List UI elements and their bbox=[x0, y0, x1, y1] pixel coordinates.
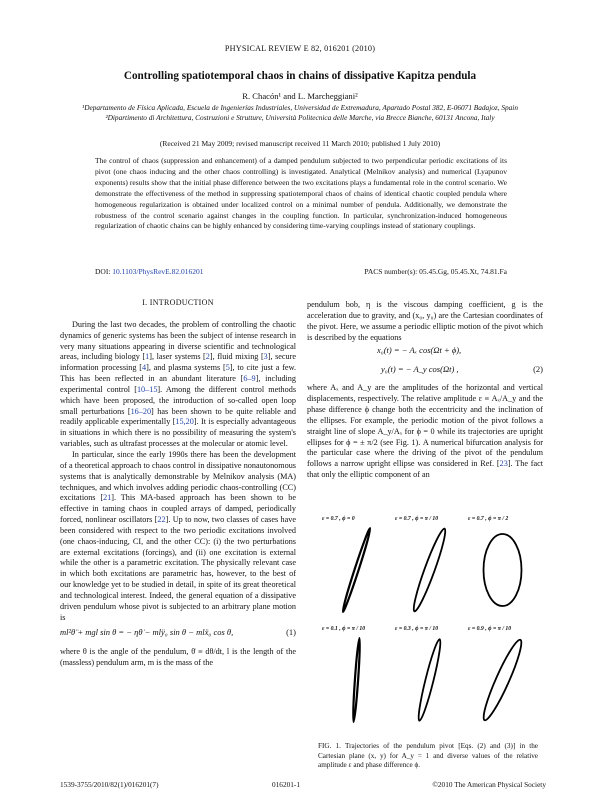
figure-caption: FIG. 1. Trajectories of the pendulum pivot [Eqs. (2) and (3)] in the Cartesian plane (x, y) for A_y = 1 and diverse values of the relative amplitude ε and phase difference ϕ. bbox=[318, 742, 538, 770]
affiliations bbox=[40, 103, 560, 123]
equation-body: ml²θ̈ + mgl sin θ = − ηθ̇ − mlÿ₀ sin θ − mlẍ₀ cos θ, bbox=[60, 627, 234, 638]
equation-body: x₀(t) = − Aₓ cos(Ωt + ϕ), bbox=[377, 345, 462, 356]
paragraph: where Aₓ and A_y are the amplitudes of the horizontal and vertical displacements, respectively. The relative amplitude ε ≡ Aₓ/A_y and the phase difference ϕ change both the eccentricity and the inclination of the ellipses. For example, the periodic motion of the pivot follows a straight line of slope A_y/Aₓ for ϕ = 0 while its trajectories are upright ellipses for ϕ = ± π/2 (see Fig. 1). A numerical bifurcation analysis for the particular case where the driving of the pivot of the pendulum follows a narrow upright ellipse was considered in Ref. [23]. The fact that only the elliptic component of an bbox=[307, 383, 544, 480]
citation-link[interactable]: 3 bbox=[263, 352, 268, 362]
equation-number: (1) bbox=[286, 627, 296, 638]
footer-issn: 1539-3755/2010/82(1)/016201(7) bbox=[60, 780, 159, 789]
right-column bbox=[307, 300, 543, 481]
figure-1-plots bbox=[318, 512, 538, 732]
doi-label: DOI: bbox=[95, 267, 111, 276]
citation-link[interactable]: 10–15 bbox=[136, 384, 158, 394]
paper-authors: R. Chacón¹ and L. Marcheggiani² bbox=[242, 91, 358, 101]
pivot-trajectory-ellipse bbox=[352, 638, 361, 722]
affiliation-1: ¹Departamento de Física Aplicada, Escuela de Ingenierías Industriales, Universidad de Extremadura, Apartado Postal 382, E-06071 Badajoz, Spain bbox=[82, 103, 518, 112]
citation-link[interactable]: 1 bbox=[145, 352, 150, 362]
left-column bbox=[60, 298, 296, 669]
doi-pacs-line bbox=[95, 267, 507, 276]
figure-panel-label: ε = 0.7 , ϕ = π / 10 bbox=[395, 516, 439, 522]
paragraph: pendulum bob, η is the viscous damping coefficient, g is the acceleration due to gravity, and (x₀, y₀) are the Cartesian coordinates of the pivot. Here, we assume a periodic elliptic motion of the pivot which is described by the equations bbox=[307, 300, 543, 342]
paper-title: Controlling spatiotemporal chaos in chains of dissipative Kapitza pendula bbox=[123, 70, 477, 82]
abstract: The control of chaos (suppression and enhancement) of a damped pendulum subjected to two perpendicular periodic excitations of its pivot (one chaos inducing and the other chaos controlling) is investigated. Analytical (Melnikov analysis) and numerical (Lyapunov exponents) results show that the initial phase difference between the two excitations plays a fundamental role in the control scenario. We demonstrate the effectiveness of the method in suppressing spatiotemporal chaos of chains of identical chaotic coupled pendula where homogeneous regularization is obtained under localized control on a minimal number of pendula. Additionally, we demonstrate the robustness of the control scenario against changes in the coupling function. In particular, synchronization-induced homogeneous regularization of chaotic chains can be highly enhanced by considering time-varying couplings instead of stationary couplings. bbox=[95, 156, 507, 231]
doi-link[interactable]: 10.1103/PhysRevE.82.016201 bbox=[112, 267, 204, 276]
citation-link[interactable]: 15,20 bbox=[175, 417, 194, 427]
pivot-trajectory-ellipse bbox=[479, 637, 527, 723]
equation-body: y₀(t) = − A_y cos(Ωt) , bbox=[381, 364, 459, 375]
journal-header: PHYSICAL REVIEW E 82, 016201 (2010) bbox=[224, 44, 376, 53]
section-heading: I. INTRODUCTION bbox=[142, 298, 214, 307]
equation bbox=[307, 364, 543, 380]
received-dates: (Received 21 May 2009; revised manuscript received 11 March 2010; published 1 July 2010) bbox=[159, 139, 441, 148]
footer-page-number: 016201-1 bbox=[272, 780, 300, 789]
figure-panel-label: ε = 0.7 , ϕ = 0 bbox=[322, 516, 355, 522]
affiliation-2: ²Dipartimento di Architettura, Costruzioni e Strutture, Università Politecnica delle Marche, via Brecce Bianche, 60131 Ancona, Italy bbox=[105, 113, 495, 122]
footer-copyright: ©2010 The American Physical Society bbox=[432, 780, 546, 789]
equation bbox=[307, 345, 543, 361]
citation-link[interactable]: 6–9 bbox=[243, 374, 256, 384]
paragraph: In particular, since the early 1990s there has been the development of a theoretical approach to chaos control in dissipative nonautonomous systems that is analytically demonstrable by Melnikov analysis (MA) techniques, and which involves adding periodic chaos-controlling (CC) excitations [21]. This MA-based approach has been shown to be effective in taming chaos in coupled arrays of damped, periodically forced, nonlinear oscillators [22]. Up to now, two classes of cases have been considered with respect to the two periodic excitations involved (one chaos-inducing, CI, and the other CC): (i) the two perturbations are external excitations (forcings), and (ii) one excitation is external while the other is a parametric excitation. The physically relevant case in which both excitations are parametric has, however, to the best of our knowledge yet to be studied in detail, in spite of its great theoretical and technological interest. Indeed, the general equation of a dissipative driven pendulum whose pivot is subjected to an arbitrary plane motion is bbox=[60, 449, 296, 622]
equation-number: (2) bbox=[533, 364, 543, 375]
pivot-trajectory-ellipse bbox=[415, 638, 443, 721]
citation-link[interactable]: 23 bbox=[499, 459, 508, 469]
pivot-trajectory-ellipse bbox=[484, 534, 522, 606]
equation bbox=[60, 627, 296, 643]
figure-panel-label: ε = 0.1 , ϕ = π / 10 bbox=[322, 626, 366, 632]
figure-panel-label: ε = 0.7 , ϕ = π / 2 bbox=[468, 516, 509, 522]
citation-link[interactable]: 5 bbox=[225, 363, 230, 373]
citation-link[interactable]: 22 bbox=[157, 515, 166, 525]
figure-panel-label: ε = 0.3 , ϕ = π / 10 bbox=[395, 626, 439, 632]
pacs-numbers: PACS number(s): 05.45.Gg, 05.45.Xt, 74.81.Fa bbox=[364, 267, 507, 276]
left-column-body bbox=[60, 320, 296, 669]
citation-link[interactable]: 2 bbox=[205, 352, 210, 362]
pivot-trajectory-ellipse bbox=[341, 528, 372, 613]
pivot-trajectory-ellipse bbox=[410, 527, 449, 613]
citation-link[interactable]: 16–20 bbox=[130, 406, 152, 416]
figure-panel-label: ε = 0.9 , ϕ = π / 10 bbox=[468, 626, 512, 632]
citation-link[interactable]: 4 bbox=[142, 363, 147, 373]
right-column-body bbox=[307, 300, 543, 481]
citation-link[interactable]: 21 bbox=[103, 493, 112, 503]
paragraph: During the last two decades, the problem of controlling the chaotic dynamics of generic systems has been the subject of intense research in very many situations appearing in diverse scientific and technological areas, including biology [1], laser systems [2], fluid mixing [3], secure information processing [4], and plasma systems [5], to cite just a few. This has been reflected in an abundant literature [6–9], including experimental control [10–15]. Among the different control methods which have been proposed, the introduction of so-called open loop small perturbations [16–20] has been shown to be quite reliable and readily applicable experimentally [15,20]. It is especially advantageous in situations in which there is no possibility of measuring the system's variables, such as ultrafast processes at the molecular or atomic level. bbox=[60, 319, 297, 449]
figure-1 bbox=[318, 512, 538, 732]
paragraph: where θ is the angle of the pendulum, θ̇ ≡ dθ/dt, l is the length of the (massless) pendulum arm, m is the mass of the bbox=[60, 647, 296, 668]
